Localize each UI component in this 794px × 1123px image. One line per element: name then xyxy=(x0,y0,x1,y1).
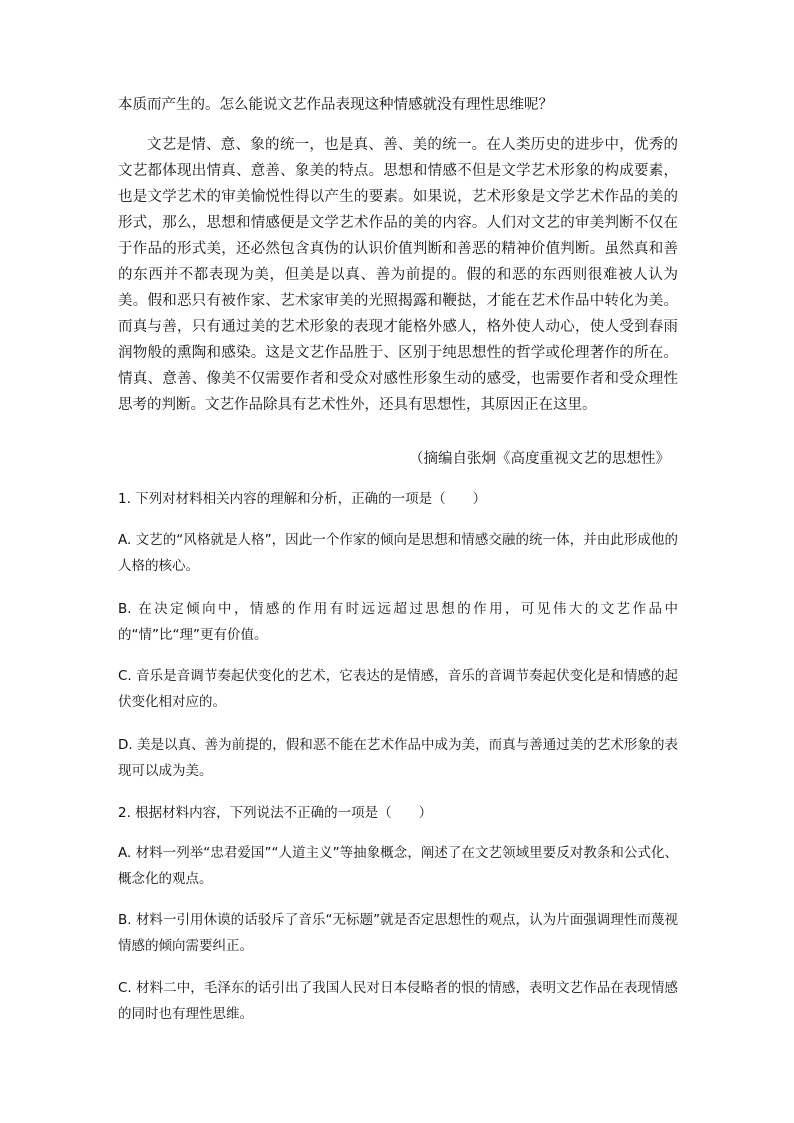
question-1-option-c: C. 音乐是音调节奏起伏变化的艺术，它表达的是情感，音乐的音调节奏起伏变化是和情感的起伏变化相对应的。 xyxy=(118,668,678,710)
question-1-stem: 1. 下列对材料相关内容的理解和分析，正确的一项是（ ） xyxy=(118,491,487,507)
question-2-option-c: C. 材料二中，毛泽东的话引出了我国人民对日本侵略者的恨的情感，表明文艺作品在表现情感的同时也有理性思维。 xyxy=(118,980,678,1022)
continuation-text: 本质而产生的。怎么能说文艺作品表现这种情感就没有理性思维呢？ xyxy=(118,97,553,113)
question-1-option-d: D. 美是以真、善为前提的，假和恶不能在艺术作品中成为美，而真与善通过美的艺术形象的表现可以成为美。 xyxy=(118,737,678,779)
question-2-option-b: B. 材料一引用休谟的话驳斥了音乐“无标题”就是否定思想性的观点，认为片面强调理性而蔑视情感的倾向需要纠正。 xyxy=(118,912,678,954)
question-2-stem: 2. 根据材料内容，下列说法不正确的一项是（ ） xyxy=(118,805,433,821)
question-1-option-a: A. 文艺的“风格就是人格”，因此一个作家的倾向是思想和情感交融的统一体，并由此形成他的人格的核心。 xyxy=(118,532,678,574)
question-2-option-a: A. 材料一列举“忠君爱国”“人道主义”等抽象概念，阐述了在文艺领域里要反对教条和公式化、概念化的观点。 xyxy=(118,845,678,887)
question-1-option-b: B. 在决定倾向中，情感的作用有时远远超过思想的作用，可见伟大的文艺作品中的“情”比“理”更有价值。 xyxy=(118,601,678,643)
main-paragraph: 文艺是情、意、象的统一，也是真、善、美的统一。在人类历史的进步中，优秀的文艺都体现出情真、意善、象美的特点。思想和情感不但是文学艺术形象的构成要素，也是文学艺术的审美愉悦性得以产生的要素。如果说，艺术形象是文学艺术作品的美的形式，那么，思想和情感便是文学艺术作品的美的内容。人们对文艺的审美判断不仅在于作品的形式美，还必然包含真伪的认识价值判断和善恶的精神价值判断。虽然真和善的东西并不都表现为美，但美是以真、善为前提的。假的和恶的东西则很难被人认为美。假和恶只有被作家、艺术家审美的光照揭露和鞭挞，才能在艺术作品中转化为美。而真与善，只有通过美的艺术形象的表现才能格外感人，格外使人动心，使人受到春雨润物般的熏陶和感染。这是文艺作品胜于、区别于纯思想性的哲学或伦理著作的所在。情真、意善、像美不仅需要作者和受众对感性形象生动的感受，也需要作者和受众理性思考的判断。文艺作品除具有艺术性外，还具有思想性，其原因正在这里。 xyxy=(118,137,678,413)
source-citation: （摘编自张炯《高度重视文艺的思想性》 xyxy=(409,451,670,467)
